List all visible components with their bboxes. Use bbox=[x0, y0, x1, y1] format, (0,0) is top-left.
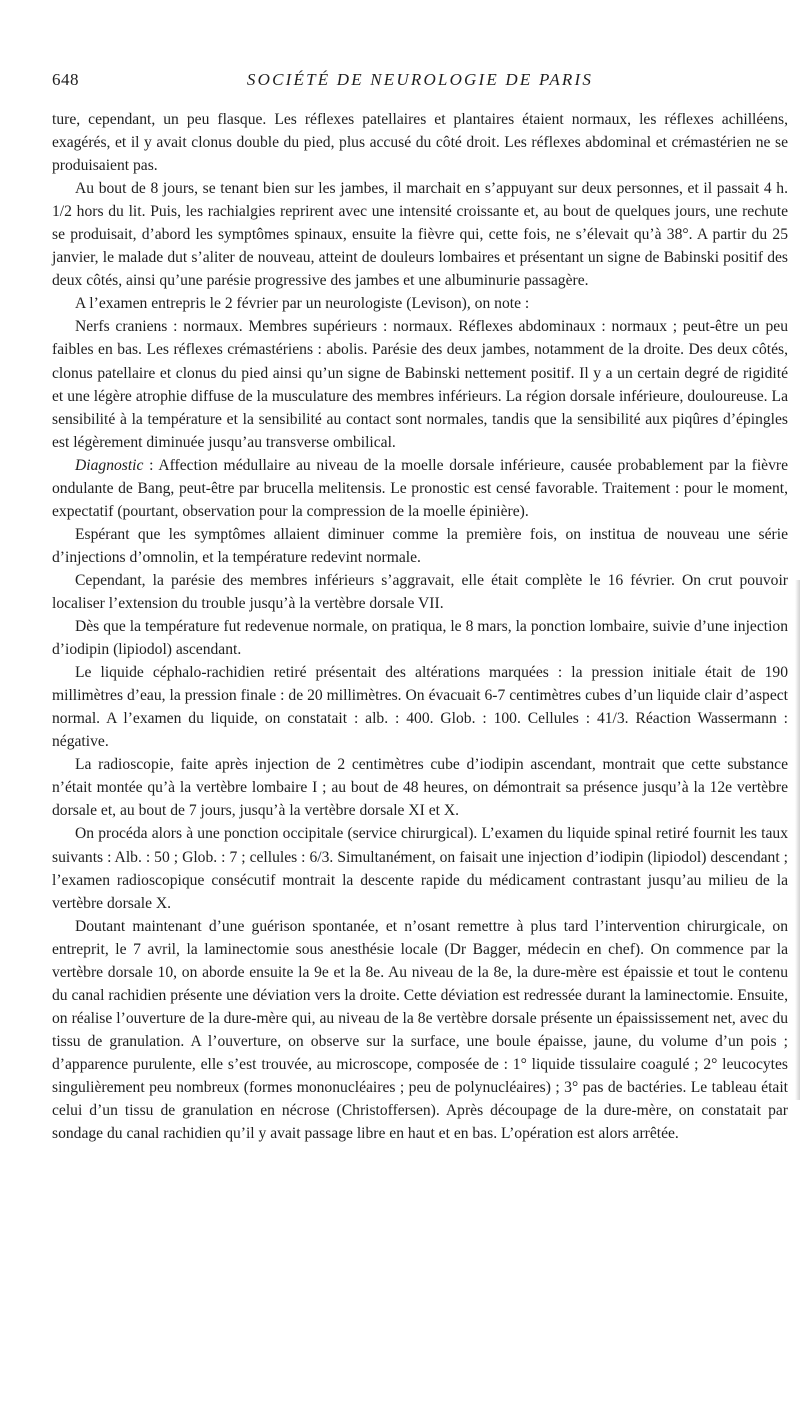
page-number: 648 bbox=[52, 70, 79, 89]
paragraph-10: La radioscopie, faite après injection de 2 centimètres cube d’iodipin ascendant, montrait que cette substance n’était montée qu’à la vertèbre lombaire I ; au bout de 48 heures, on démontrait sa présence jusqu’à la 12e vertèbre dorsale et, au bout de 7 jours, jusqu’à la vertèbre dorsale XI et X. bbox=[52, 756, 788, 820]
paragraph-9: Le liquide céphalo-rachidien retiré présentait des altérations marquées : la pression initiale était de 190 millimètres d’eau, la pression finale : de 20 millimètres. On évacuait 6-7 centimètres cubes d’un liquide clair d’aspect normal. A l’examen du liquide, on constatait : alb. : 400. Glob. : 100. Cellules : 41/3. Réaction Wassermann : négative. bbox=[52, 664, 788, 751]
diagnostic-lead: Diagnostic bbox=[75, 456, 144, 474]
paragraph-2: Au bout de 8 jours, se tenant bien sur les jambes, il marchait en s’appuyant sur deux personnes, et il passait 4 h. 1/2 hors du lit. Puis, les rachialgies reprirent avec une intensité croissante et, au bout de quelques jours, une rechute se produisait, d’abord les symptômes spinaux, ensuite la fièvre qui, cette fois, ne s’élevait qu’à 38°. A partir du 25 janvier, le malade dut s’aliter de nouveau, atteint de douleurs lombaires et présentant un signe de Babinski positif des deux côtés, ainsi qu’une parésie progressive des jambes et une albuminurie passagère. bbox=[52, 180, 788, 290]
paragraph-8: Dès que la température fut redevenue normale, on pratiqua, le 8 mars, la ponction lombaire, suivie d’une injection d’iodipin (lipiodol) ascendant. bbox=[52, 618, 788, 659]
page-edge-shadow bbox=[795, 580, 800, 1100]
paragraph-3: A l’examen entrepris le 2 février par un neurologiste (Levison), on note : bbox=[75, 295, 530, 313]
paragraph-diagnostic: Diagnostic : Affection médullaire au niveau de la moelle dorsale inférieure, causée probablement par la fièvre ondulante de Bang, peut-être par brucella melitensis. Le pronostic est censé favorable. Traitement : pour le moment, expectatif (pourtant, observation pour la compression de la moelle épinière). bbox=[52, 456, 788, 520]
paragraph-1: ture, cependant, un peu flasque. Les réflexes patellaires et plantaires étaient normaux, les réflexes achilléens, exagérés, et il y avait clonus double du pied, plus accusé du côté droit. Les réflexes abdominal et crémastérien ne se produisaient pas. bbox=[52, 111, 788, 175]
paragraph-7: Cependant, la parésie des membres inférieurs s’aggravait, elle était complète le 16 février. On crut pouvoir localiser l’extension du trouble jusqu’à la vertèbre dorsale VII. bbox=[52, 571, 788, 612]
paragraph-6: Espérant que les symptômes allaient diminuer comme la première fois, on institua de nouveau une série d’injections d’omnolin, et la température redevint normale. bbox=[52, 525, 788, 566]
paragraph-11: On procéda alors à une ponction occipitale (service chirurgical). L’examen du liquide spinal retiré fournit les taux suivants : Alb. : 50 ; Glob. : 7 ; cellules : 6/3. Simultanément, on faisait une injection d’iodipin (lipiodol) descendant ; l’examen radioscopique consécutif montrait la descente rapide du médicament contrastant jusqu’au milieu de la vertèbre dorsale X. bbox=[52, 825, 788, 912]
paragraph-12: Doutant maintenant d’une guérison spontanée, et n’osant remettre à plus tard l’intervention chirurgicale, on entreprit, le 7 avril, la laminectomie sous anesthésie locale (Dr Bagger, médecin en chef). On commence par la vertèbre dorsale 10, on aborde ensuite la 9e et la 8e. Au niveau de la 8e, la dure-mère est épaissie et tout le contenu du canal rachidien présente une déviation vers la droite. Cette déviation est redressée durant la laminectomie. Ensuite, on réalise l’ouverture de la dure-mère qui, au niveau de la 8e vertèbre dorsale présente un épaississement net, avec du tissu de granulation. A l’ouverture, on observe sur la surface, une boule épaisse, jaune, du volume d’un pois ; d’apparence purulente, elle s’est trouvée, au microscope, composée de : 1° liquide tissulaire coagulé ; 2° leucocytes singulièrement peu nombreux (formes mononucléaires ; peu de polynucléaires) ; 3° pas de bactéries. Le tableau était celui d’un tissu de granulation en nécrose (Christoffersen). Après découpage de la dure-mère, on constatait par sondage du canal rachidien qu’il y avait passage libre en haut et en bas. L’opération est alors arrêtée. bbox=[52, 917, 788, 1143]
article-body bbox=[52, 108, 788, 1145]
running-title: SOCIÉTÉ DE NEUROLOGIE DE PARIS bbox=[246, 70, 594, 89]
page-header bbox=[52, 70, 788, 94]
paragraph-4: Nerfs craniens : normaux. Membres supérieurs : normaux. Réflexes abdominaux : normaux ; peut-être un peu faibles en bas. Les réflexes crémastériens : abolis. Parésie des deux jambes, notamment de la droite. Des deux côtés, clonus patellaire et clonus du pied ainsi qu’un signe de Babinski nettement positif. Il y a un certain degré de rigidité et une légère atrophie diffuse de la musculature des membres inférieurs. La région dorsale inférieure, douloureuse. La sensibilité à la température et la sensibilité au contact sont normales, tandis que la sensibilité aux piqûres d’épingles est légèrement diminuée jusqu’au transverse ombilical. bbox=[52, 318, 788, 451]
